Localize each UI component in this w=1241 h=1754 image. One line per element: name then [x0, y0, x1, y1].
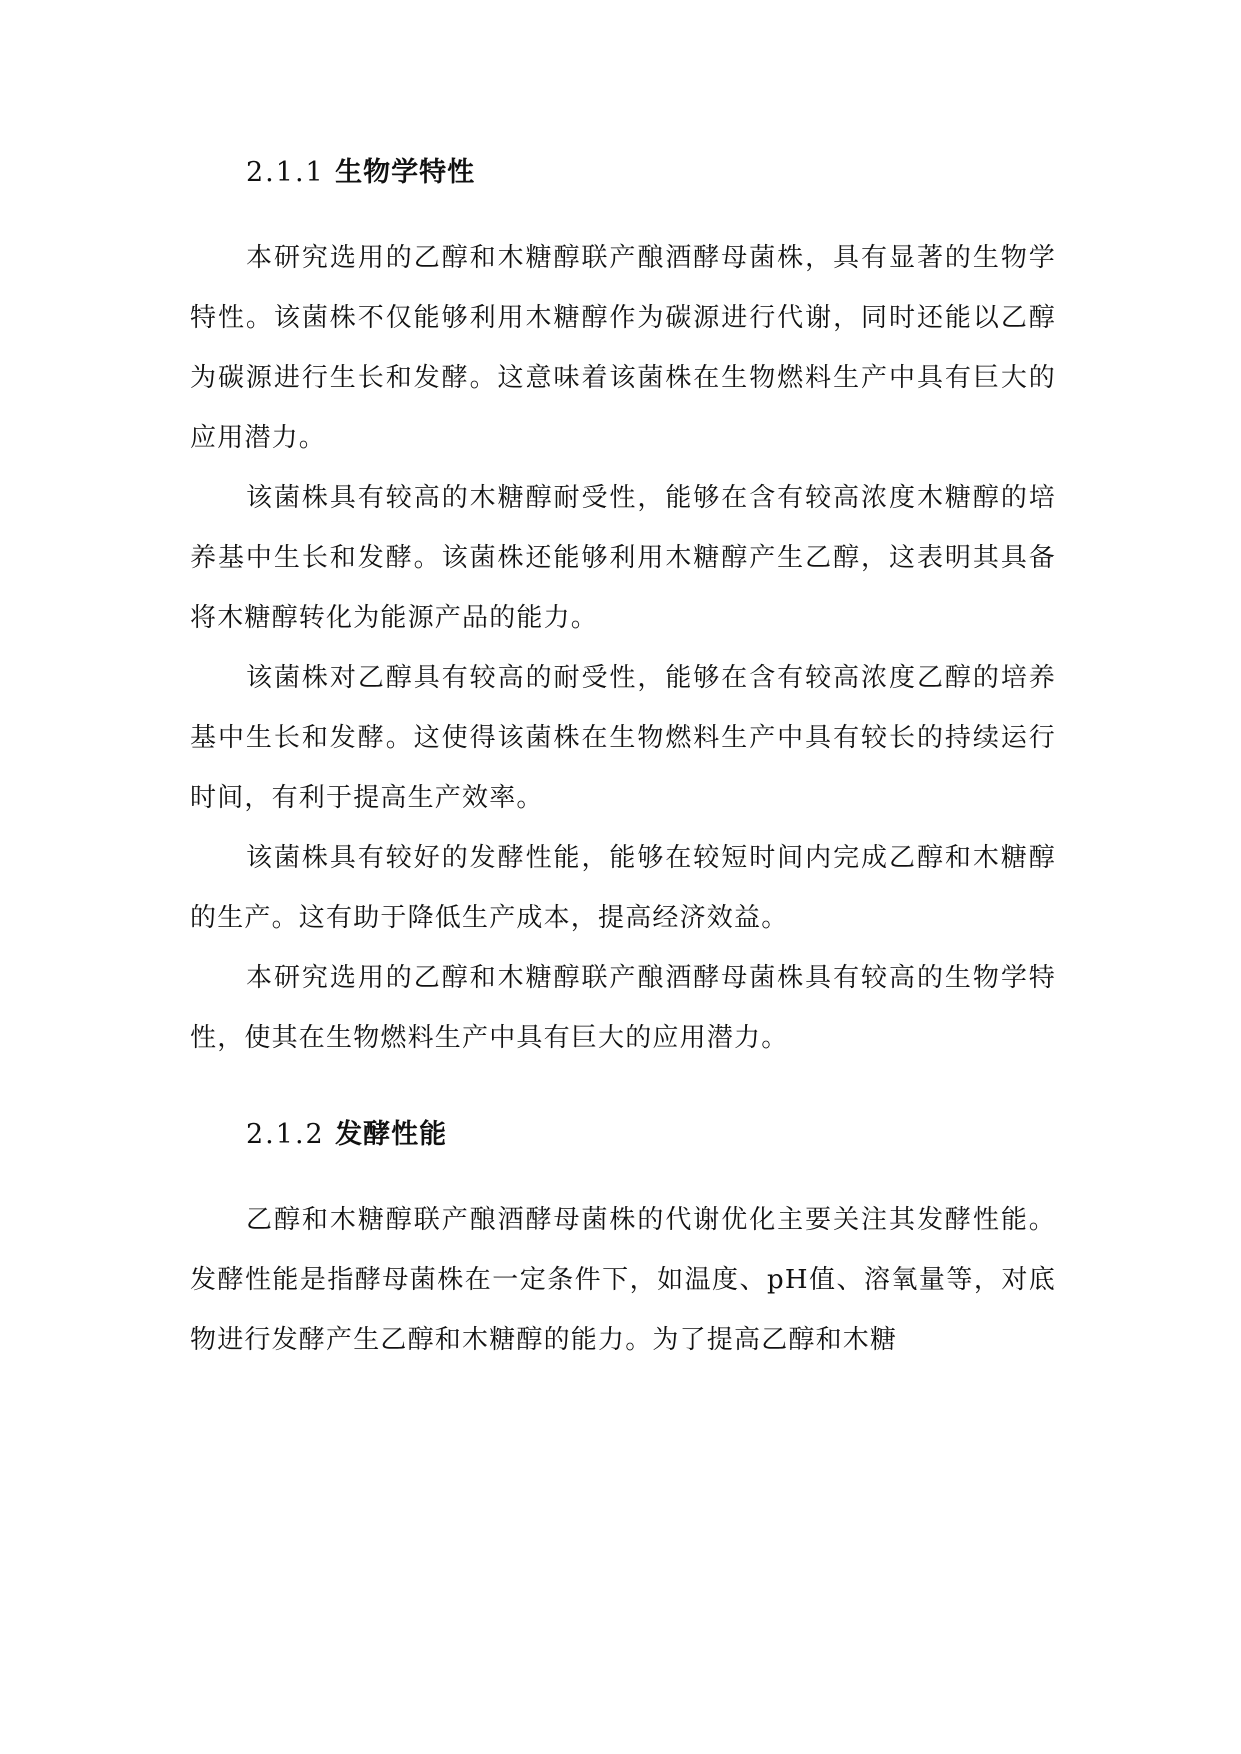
paragraph: 该菌株对乙醇具有较高的耐受性，能够在含有较高浓度乙醇的培养基中生长和发酵。这使得该菌株在生物燃料生产中具有较长的持续运行时间，有利于提高生产效率。 — [190, 663, 1056, 813]
section-number: 2.1.1 — [246, 157, 325, 188]
section-number: 2.1.2 — [246, 1119, 325, 1150]
document-body — [190, 148, 1056, 1370]
paragraph: 乙醇和木糖醇联产酿酒酵母菌株的代谢优化主要关注其发酵性能。发酵性能是指酵母菌株在一定条件下，如温度、pH值、溶氧量等，对底物进行发酵产生乙醇和木糖醇的能力。为了提高乙醇和木糖 — [190, 1205, 1056, 1355]
section-title: 生物学特性 — [335, 157, 476, 188]
paragraph: 该菌株具有较高的木糖醇耐受性，能够在含有较高浓度木糖醇的培养基中生长和发酵。该菌株还能够利用木糖醇产生乙醇，这表明其具备将木糖醇转化为能源产品的能力。 — [190, 483, 1056, 633]
paragraph: 本研究选用的乙醇和木糖醇联产酿酒酵母菌株，具有显著的生物学特性。该菌株不仅能够利用木糖醇作为碳源进行代谢，同时还能以乙醇为碳源进行生长和发酵。这意味着该菌株在生物燃料生产中具有巨大的应用潜力。 — [190, 243, 1056, 453]
section-heading-2-1-1 — [190, 148, 1056, 198]
paragraph: 该菌株具有较好的发酵性能，能够在较短时间内完成乙醇和木糖醇的生产。这有助于降低生产成本，提高经济效益。 — [190, 843, 1056, 933]
section-title: 发酵性能 — [335, 1119, 448, 1150]
section-heading-2-1-2 — [190, 1110, 1056, 1160]
paragraph: 本研究选用的乙醇和木糖醇联产酿酒酵母菌株具有较高的生物学特性，使其在生物燃料生产中具有巨大的应用潜力。 — [190, 963, 1056, 1053]
